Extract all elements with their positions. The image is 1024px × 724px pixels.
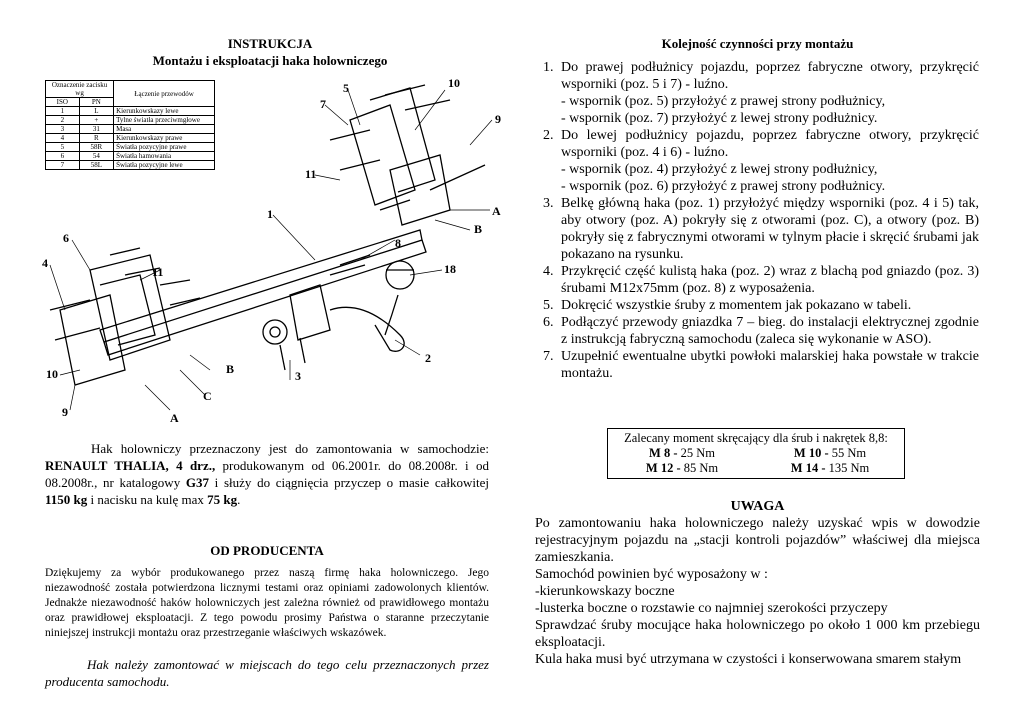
wire-desc-cell: Kierunkowskazy prawe bbox=[114, 134, 215, 143]
intro-paragraph bbox=[45, 440, 489, 508]
wire-iso-cell: 7 bbox=[46, 161, 80, 170]
torque-m12 bbox=[608, 461, 756, 476]
warning-indicators: -kierunkowskazy boczne bbox=[535, 584, 675, 599]
wire-pn-cell: 58R bbox=[79, 143, 113, 152]
assembly-step-text: Podłączyć przewody gniazdka 7 – bieg. do instalacji elektrycznej zgodnie z instrukcją fabryczną samochodu (zaleca się wykonanie w ASO). bbox=[561, 315, 979, 347]
warning-mirrors: -lusterka boczne o rozstawie co najmniej szerokości przyczepy bbox=[535, 601, 888, 616]
assembly-steps bbox=[535, 59, 979, 382]
label-A-right: A bbox=[492, 204, 501, 218]
torque-m14-value: 135 Nm bbox=[825, 461, 870, 475]
title-line-1: INSTRUKCJA bbox=[227, 36, 313, 51]
torque-m10-value: 55 Nm bbox=[828, 446, 867, 460]
assembly-step bbox=[557, 297, 979, 314]
torque-m10 bbox=[756, 446, 904, 461]
assembly-step-text: Uzupełnić ewentualne ubytki powłoki malarskiej haka powstałe w trakcie montażu. bbox=[561, 349, 979, 381]
warning-bolt-check: Sprawdzać śruby mocujące haka holowniczego po około 1 000 km przebiegu eksploatacji. bbox=[535, 618, 980, 650]
torque-m8 bbox=[608, 446, 756, 461]
wire-iso-cell: 3 bbox=[46, 125, 80, 134]
intro-ball-load: 75 kg bbox=[207, 492, 238, 507]
steps-title: Kolejność czynności przy montażu bbox=[661, 36, 854, 51]
assembly-step-subitem: - wspornik (poz. 6) przyłożyć z prawej strony podłużnicy. bbox=[561, 179, 886, 194]
torque-m10-label: M 10 - bbox=[793, 446, 829, 460]
assembly-step bbox=[557, 263, 979, 297]
warning-equipment: Samochód powinien być wyposażony w : bbox=[535, 567, 768, 582]
intro-catalog-number: G37 bbox=[185, 475, 209, 490]
wire-desc-cell: Światła hamowania bbox=[114, 152, 215, 161]
intro-text-5: . bbox=[237, 492, 241, 507]
assembly-step-text: Do prawej podłużnicy pojazdu, poprzez fabryczne otwory, przykręcić wsporniki (poz. 5 i 7) - luźno. bbox=[561, 60, 979, 92]
label-7: 7 bbox=[320, 97, 326, 111]
assembly-step-text: Przykręcić część kulistą haka (poz. 2) wraz z blachą pod gniazdo (poz. 3) śrubami M12x75mm (poz. 8) z wyposażenia. bbox=[561, 264, 979, 296]
warning-heading: UWAGA bbox=[730, 499, 785, 514]
wire-pn-cell: R bbox=[79, 134, 113, 143]
hitch-ball-shape bbox=[386, 261, 414, 289]
assembly-step-text: Dokręcić wszystkie śruby z momentem jak pokazano w tabeli. bbox=[561, 298, 912, 313]
label-A-bottom: A bbox=[170, 411, 179, 425]
label-B-right: B bbox=[474, 222, 483, 236]
label-9-bottom: 9 bbox=[62, 405, 68, 419]
wire-pn-cell: L bbox=[79, 107, 113, 116]
warning-registration: Po zamontowaniu haka holowniczego należy uzyskać wpis w dowodzie rejestracyjnym pojazdu na „stacji kontroli pojazdów” właściwej dla miejsca zamieszkania. bbox=[535, 516, 980, 565]
label-3: 3 bbox=[295, 369, 301, 383]
wire-iso-cell: 5 bbox=[46, 143, 80, 152]
intro-text-2: produkowanym od 06.2001r. do 08.2008r. i od 08.2008r., nr katalogowy bbox=[45, 458, 489, 490]
torque-m8-value: 25 Nm bbox=[677, 446, 715, 460]
wire-desc-cell: Światła pozycyjne prawe bbox=[114, 143, 215, 152]
warning-section bbox=[535, 515, 980, 668]
intro-trailer-mass: 1150 kg bbox=[45, 492, 88, 507]
torque-m8-label: M 8 - bbox=[649, 446, 678, 460]
assembly-step bbox=[557, 314, 979, 348]
wire-desc-cell: Światła pozycyjne lewe bbox=[114, 161, 215, 170]
socket-plate-shape bbox=[290, 285, 330, 340]
torque-m12-label: M 12 - bbox=[645, 461, 681, 475]
title-line-2: Montażu i eksploatacji haka holowniczego bbox=[152, 53, 388, 68]
wire-desc-cell: Masa bbox=[114, 125, 215, 134]
producer-text: Dziękujemy za wybór produkowanego przez naszą firmę haka holowniczego. Jego niezawodność została potwierdzona licznymi testami oraz opiniami zadowolonych klientów. Jednakże niezawodność haków holowniczych jest zależna również od prawidłowego montażu oraz prawidłowej eksploatacji. Z tego powodu prosimy Państwa o staranne przeczytanie niniejszej instrukcji montażu oraz przestrzeganie właściwych wskazówek. bbox=[45, 567, 489, 639]
label-1: 1 bbox=[267, 207, 273, 221]
label-6: 6 bbox=[63, 231, 69, 245]
wire-table-col-pn: PN bbox=[79, 98, 113, 107]
wire-table-header-marking: Oznaczenie zacisku wg bbox=[46, 81, 114, 98]
label-9-top: 9 bbox=[495, 112, 501, 126]
producer-heading: OD PRODUCENTA bbox=[210, 543, 324, 558]
assembly-step bbox=[557, 348, 979, 382]
wire-iso-cell: 2 bbox=[46, 116, 80, 125]
intro-text-1: Hak holowniczy przeznaczony jest do zamontowania w samochodzie: bbox=[91, 441, 489, 456]
assembly-step-subitem: - wspornik (poz. 4) przyłożyć z lewej strony podłużnicy, bbox=[561, 162, 878, 177]
main-beam-shape bbox=[100, 230, 422, 342]
torque-row-1 bbox=[608, 446, 904, 461]
assembly-step bbox=[557, 59, 979, 127]
label-11-left: 11 bbox=[152, 265, 164, 279]
label-2: 2 bbox=[425, 351, 431, 365]
warning-ball-maintenance: Kula haka musi być utrzymana w czystości i konserwowana smarem stałym bbox=[535, 652, 962, 667]
intro-car-model: RENAULT THALIA, 4 drz., bbox=[45, 458, 216, 473]
torque-row-2 bbox=[608, 461, 904, 476]
label-18: 18 bbox=[444, 262, 456, 276]
wire-iso-cell: 6 bbox=[46, 152, 80, 161]
assembly-step bbox=[557, 127, 979, 195]
intro-text-3: i służy do ciągnięcia przyczep o masie całkowitej bbox=[209, 475, 490, 490]
wire-table-header-connection: Łączenie przewodów bbox=[114, 81, 215, 107]
wire-pn-cell: + bbox=[79, 116, 113, 125]
hitch-assembly-diagram bbox=[30, 70, 510, 430]
label-4: 4 bbox=[42, 256, 48, 270]
page-title bbox=[60, 35, 480, 69]
wire-pn-cell: 31 bbox=[79, 125, 113, 134]
torque-heading: Zalecany moment skręcający dla śrub i nakrętek 8,8: bbox=[624, 431, 888, 445]
wire-iso-cell: 1 bbox=[46, 107, 80, 116]
assembly-step-subitem: - wspornik (poz. 5) przyłożyć z prawej strony podłużnicy, bbox=[561, 94, 886, 109]
wire-desc-cell: Kierunkowskazy lewe bbox=[114, 107, 215, 116]
torque-box bbox=[607, 428, 905, 479]
assembly-step bbox=[557, 195, 979, 263]
assembly-step-subitem: - wspornik (poz. 7) przyłożyć z lewej strony podłużnicy. bbox=[561, 111, 878, 126]
label-10-bottom: 10 bbox=[46, 367, 58, 381]
wire-desc-cell: Tylne światła przeciwmgłowe bbox=[114, 116, 215, 125]
label-5: 5 bbox=[343, 81, 349, 95]
wire-pn-cell: 54 bbox=[79, 152, 113, 161]
label-8: 8 bbox=[395, 236, 401, 250]
torque-m12-value: 85 Nm bbox=[680, 461, 719, 475]
producer-note: Hak należy zamontować w miejscach do tego celu przeznaczonych przez producenta samochodu. bbox=[45, 657, 489, 689]
torque-m14-label: M 14 - bbox=[790, 461, 826, 475]
assembly-step-text: Do lewej podłużnicy pojazdu, poprzez fabryczne otwory, przykręcić wsporniki (poz. 4 i 6) - luźno. bbox=[561, 128, 979, 160]
wire-iso-cell: 4 bbox=[46, 134, 80, 143]
wire-table-col-iso: ISO bbox=[46, 98, 80, 107]
wire-pn-cell: 58L bbox=[79, 161, 113, 170]
assembly-step-text: Belkę główną haka (poz. 1) przyłożyć między wsporniki (poz. 4 i 5) tak, aby otwory (poz. A) pokryły się z otworami (poz. C), a otwory (poz. B) pokryły się z fabrycznymi otworami w tylnym płacie i skręcić śrubami jak pokazano na rysunku. bbox=[561, 196, 979, 262]
torque-m14 bbox=[756, 461, 904, 476]
label-11-top: 11 bbox=[305, 167, 317, 181]
label-C: C bbox=[203, 389, 212, 403]
intro-text-4: i nacisku na kulę max bbox=[87, 492, 208, 507]
label-10-top: 10 bbox=[448, 76, 460, 90]
label-B-bottom: B bbox=[226, 362, 235, 376]
